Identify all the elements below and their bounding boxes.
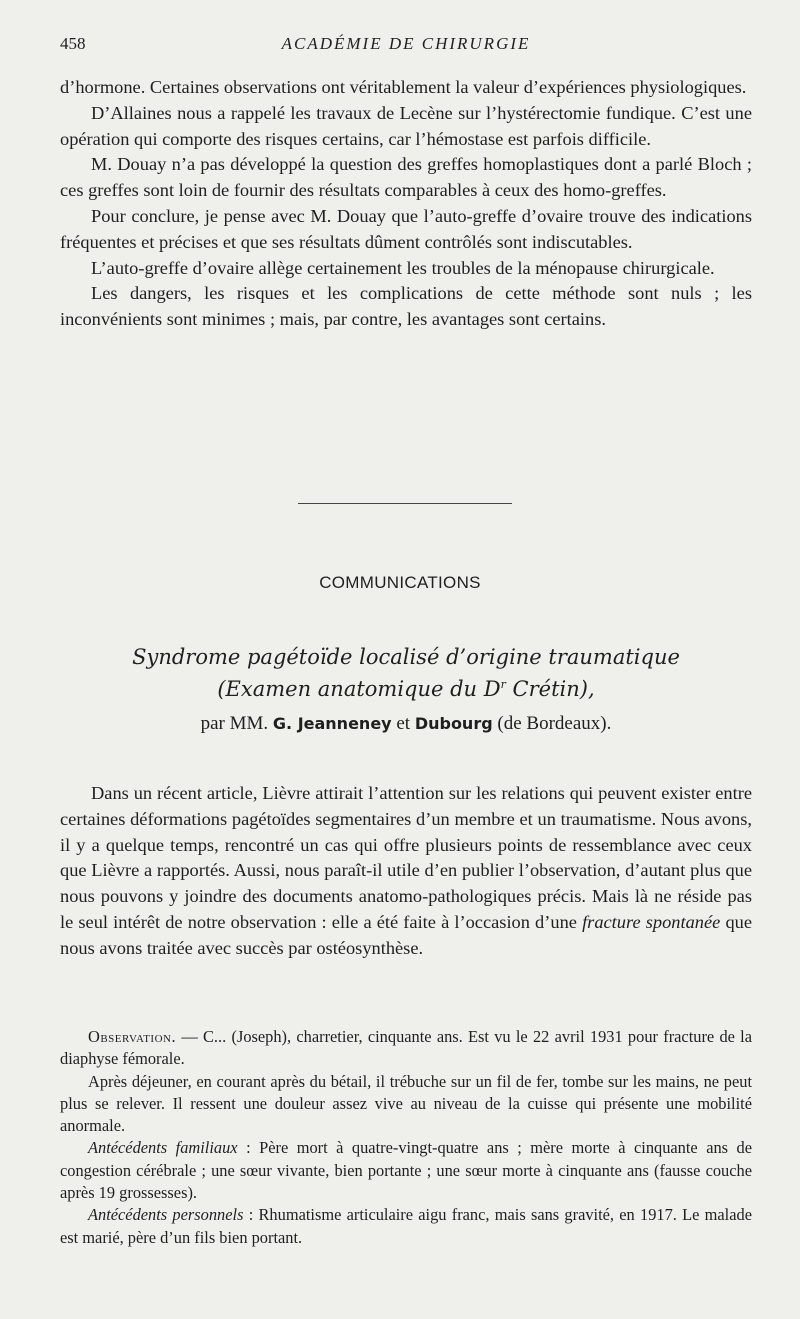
emphasis: fracture spontanée [582,911,721,932]
paragraph [60,1204,752,1249]
title-text: (Examen anatomique du D [217,677,501,701]
text-run: que nous avons traitée avec succès par ostéosynthèse. [60,911,753,958]
page-number: 458 [60,34,86,53]
author-name: Dubourg [414,714,493,733]
paragraph [60,1137,752,1204]
title-text: Crétin), [505,677,595,701]
journal-title: ACADÉMIE DE CHIRURGIE [281,34,531,53]
discussion-text [60,75,752,333]
article-title [60,643,752,703]
title-superscript: r [500,678,506,691]
text-run: : Père mort à quatre-vingt-quatre ans ; mère morte à cinquante ans de congestion cérébrale ; une sœur vivante, bien portante ; une sœur morte à cinquante ans (fausse couche après 19 grossesses). [60,1138,752,1203]
byline-and: et [391,713,415,734]
paragraph: d’hormone. Certaines observations ont véritablement la valeur d’expériences physiologiques. [60,77,747,97]
section-divider [298,503,512,504]
paragraph: D’Allaines nous a rappelé les travaux de Lecène sur l’hystérectomie fundique. C’est une opération qui comporte des risques certains, car l’hémostase est parfois difficile. [60,102,752,149]
paragraph: M. Douay n’a pas développé la question des greffes homoplastiques dont a parlé Bloch ; ces greffes sont loin de fournir des résultats comparables à ceux des homo-greffes. [60,154,752,201]
text-run: — C... (Joseph), charretier, cinquante ans. Est vu le 22 avril 1931 pour fracture de la diaphyse fémorale. [60,1027,752,1069]
subheading: Antécédents familiaux [88,1138,238,1158]
introduction [60,781,752,962]
text-run: Dans un récent article, Lièvre attirait l’attention sur les relations qui peuvent exister entre certaines déformations pagétoïdes segmentaires d’un membre et un traumatisme. Nous avons, il y a quelque temps, rencontré un cas qui offre plusieurs points de ressemblance avec ceux que Lièvre a rapportés. Aussi, nous paraît-il utile d’en publier l’observation, d’autant plus que nous pouvons y joindre des documents anatomo-pathologiques précis. Mais là ne réside pas le seul intérêt de notre observation : elle a été faite à l’occasion d’une [60,783,752,932]
paragraph: Les dangers, les risques et les complications de cette méthode sont nuls ; les inconvénients sont minimes ; mais, par contre, les avantages sont certains. [60,283,752,330]
byline-suffix: (de Bordeaux). [492,713,612,734]
subheading: Antécédents personnels [88,1205,244,1225]
paragraph [60,781,752,962]
text-run: : Rhumatisme articulaire aigu franc, mais sans gravité, en 1917. Le malade est marié, père d’un fils bien portant. [60,1205,752,1247]
paragraph: Pour conclure, je pense avec M. Douay que l’auto-greffe d’ovaire trouve des indications fréquentes et précises et que ses résultats dûment contrôlés sont indiscutables. [60,205,752,252]
paragraph: L’auto-greffe d’ovaire allège certainement les troubles de la ménopause chirurgicale. [91,257,715,278]
section-title: COMMUNICATIONS [319,573,481,592]
article-title-line2 [60,671,752,703]
author-name: G. Jeanneney [272,714,392,733]
observation-section [60,1026,752,1249]
byline-prefix: par MM. [200,713,273,734]
article-title-line1: Syndrome pagétoïde localisé d’origine traumatique [132,645,680,669]
paragraph: Après déjeuner, en courant après du bétail, il trébuche sur un fil de fer, tombe sur les mains, ne peut plus se relever. Il ressent une douleur assez vive au niveau de la cuisse qui présente une mobilité anormale. [60,1071,752,1136]
running-head [60,34,752,58]
byline [60,713,752,735]
observation-label: Observation. [88,1027,177,1046]
paragraph [60,1026,752,1071]
